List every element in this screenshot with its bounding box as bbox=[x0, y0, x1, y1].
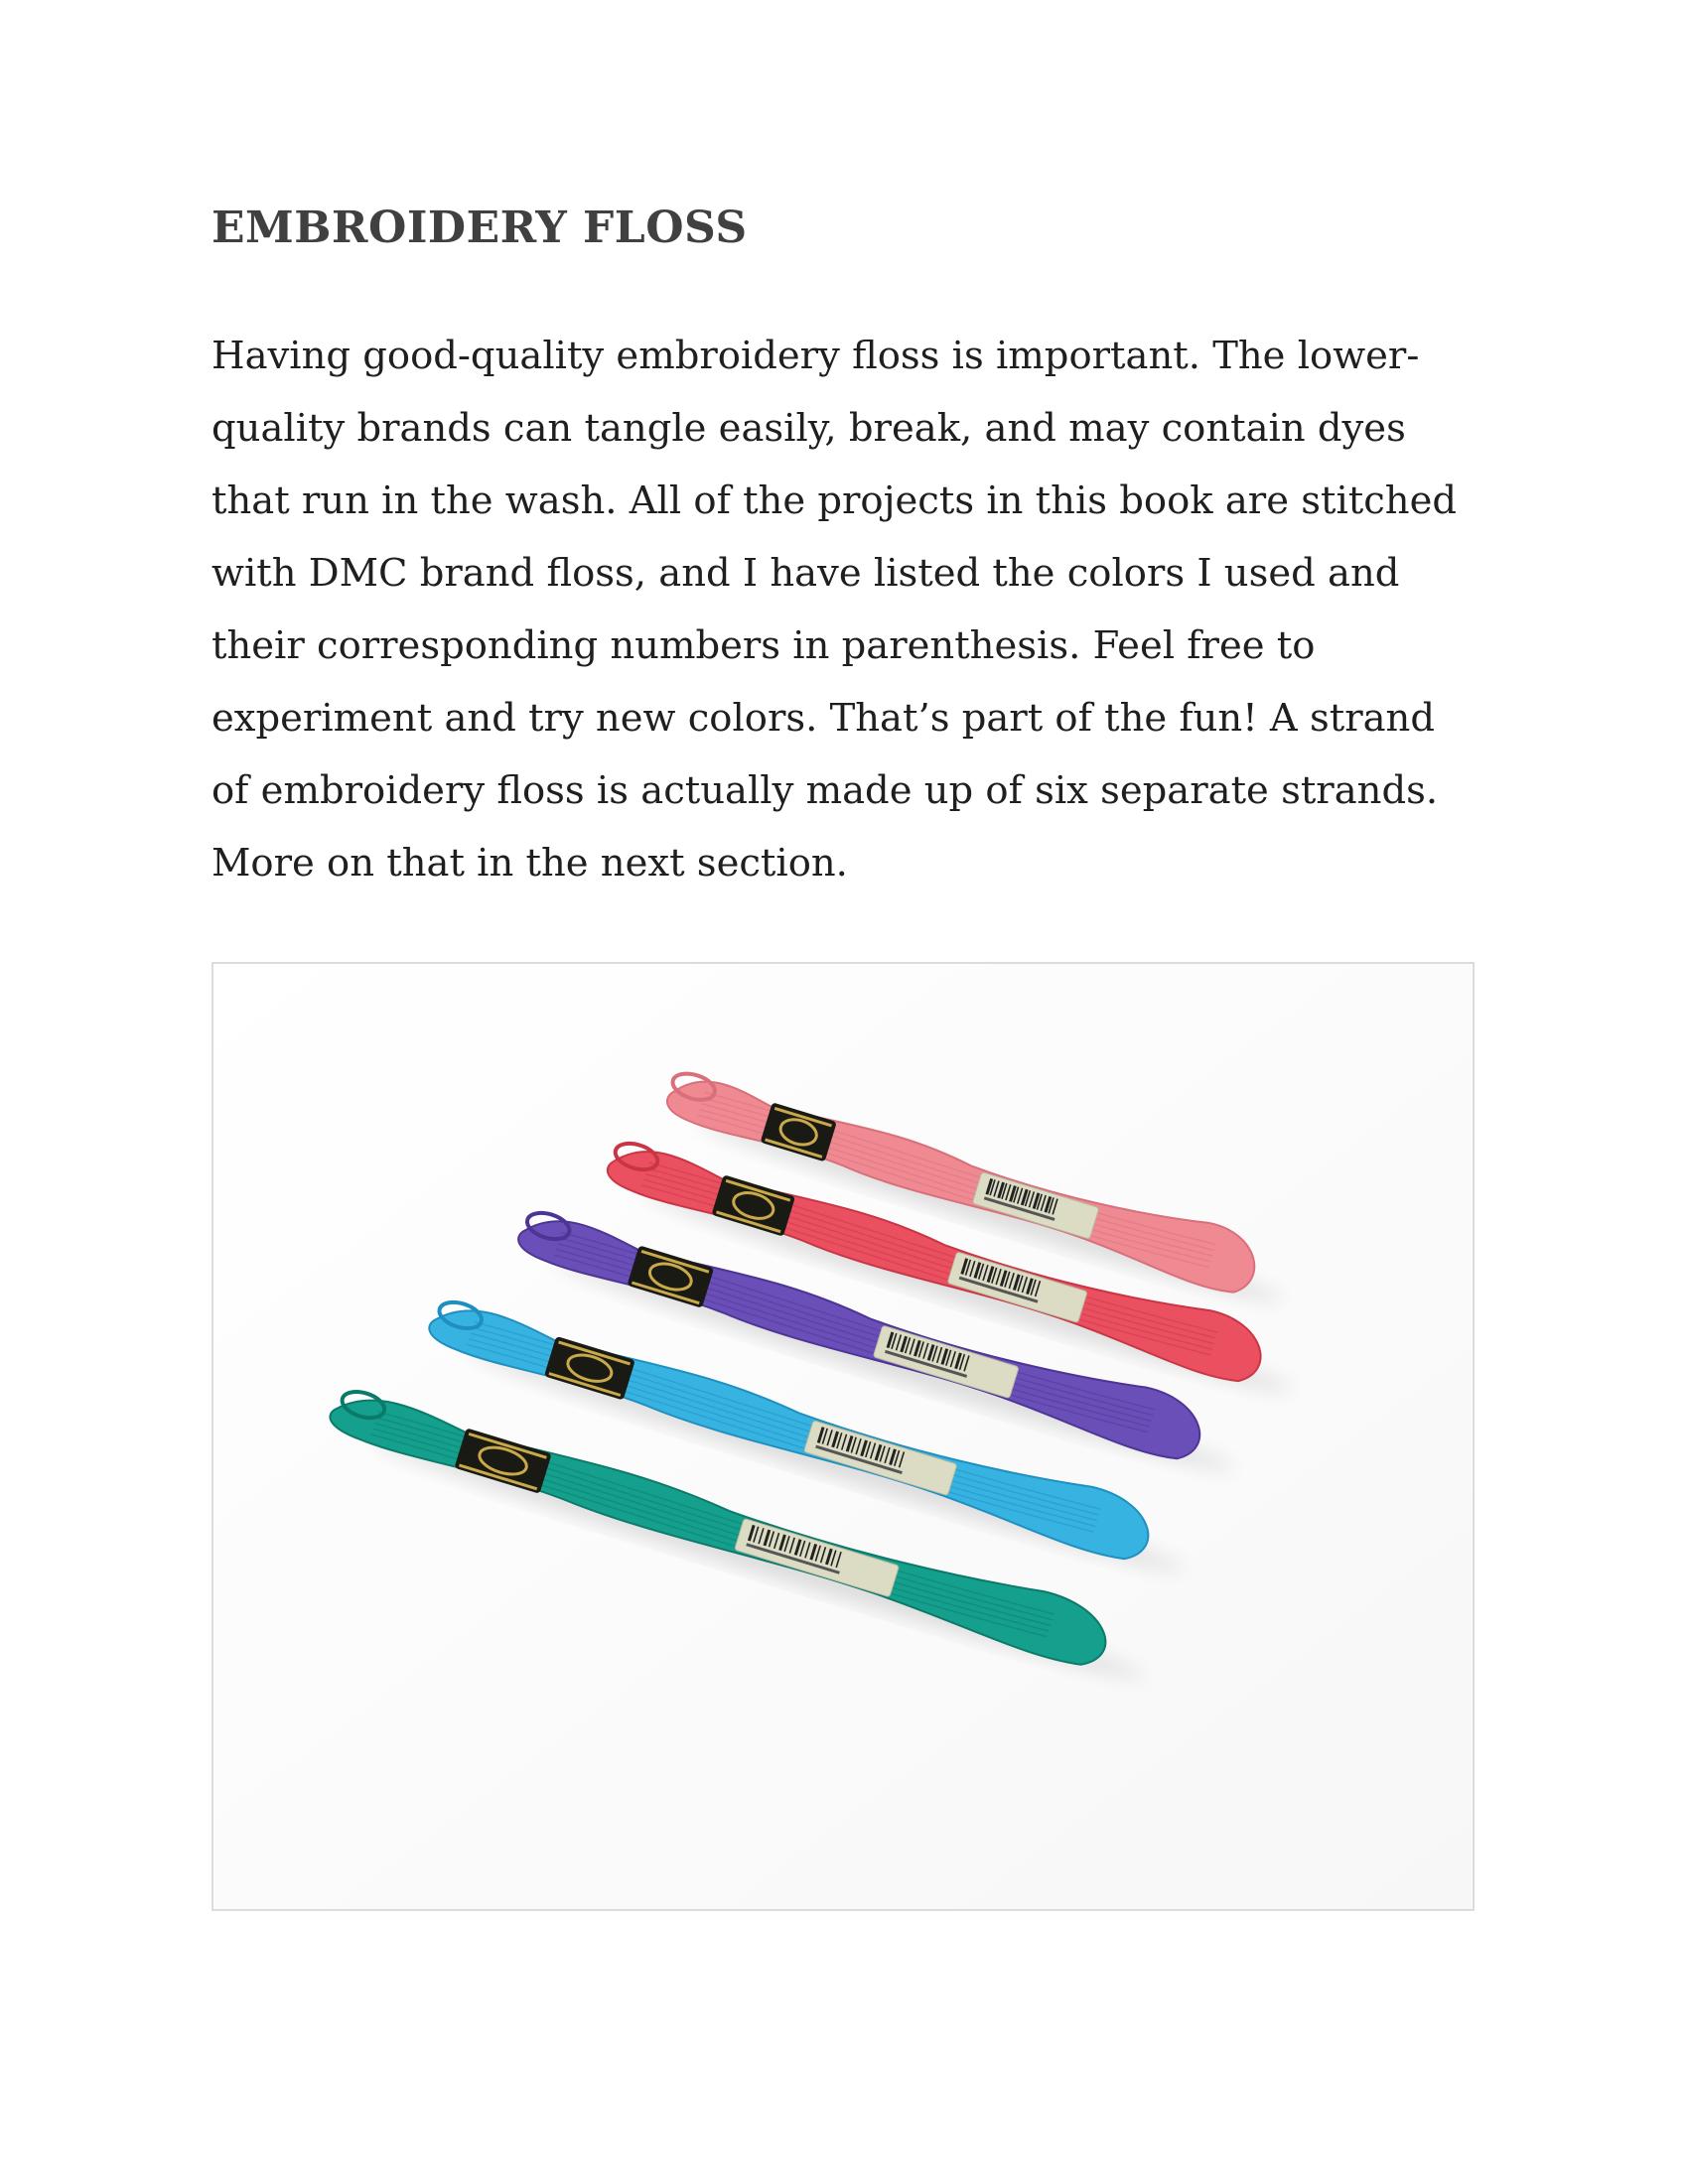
floss-skeins-illustration bbox=[213, 964, 1473, 1909]
floss-photo bbox=[211, 962, 1475, 1911]
paragraph-line: More on that in the next section. bbox=[211, 841, 848, 886]
paragraph-line: their corresponding numbers in parenthesis. Feel free to bbox=[211, 623, 1316, 668]
paragraph-line: experiment and try new colors. That’s part of the fun! A strand bbox=[211, 696, 1435, 741]
section-heading: EMBROIDERY FLOSS bbox=[211, 203, 748, 253]
paragraph-line: Having good-quality embroidery floss is important. The lower- bbox=[211, 334, 1420, 378]
paragraph-line: with DMC brand floss, and I have listed the colors I used and bbox=[211, 551, 1400, 596]
paragraph-line: of embroidery floss is actually made up of six separate strands. bbox=[211, 768, 1439, 813]
paragraph-line: that run in the wash. All of the projects in this book are stitched bbox=[211, 478, 1458, 523]
paragraph-line: quality brands can tangle easily, break, and may contain dyes bbox=[211, 406, 1406, 451]
body-paragraph bbox=[211, 320, 1492, 899]
